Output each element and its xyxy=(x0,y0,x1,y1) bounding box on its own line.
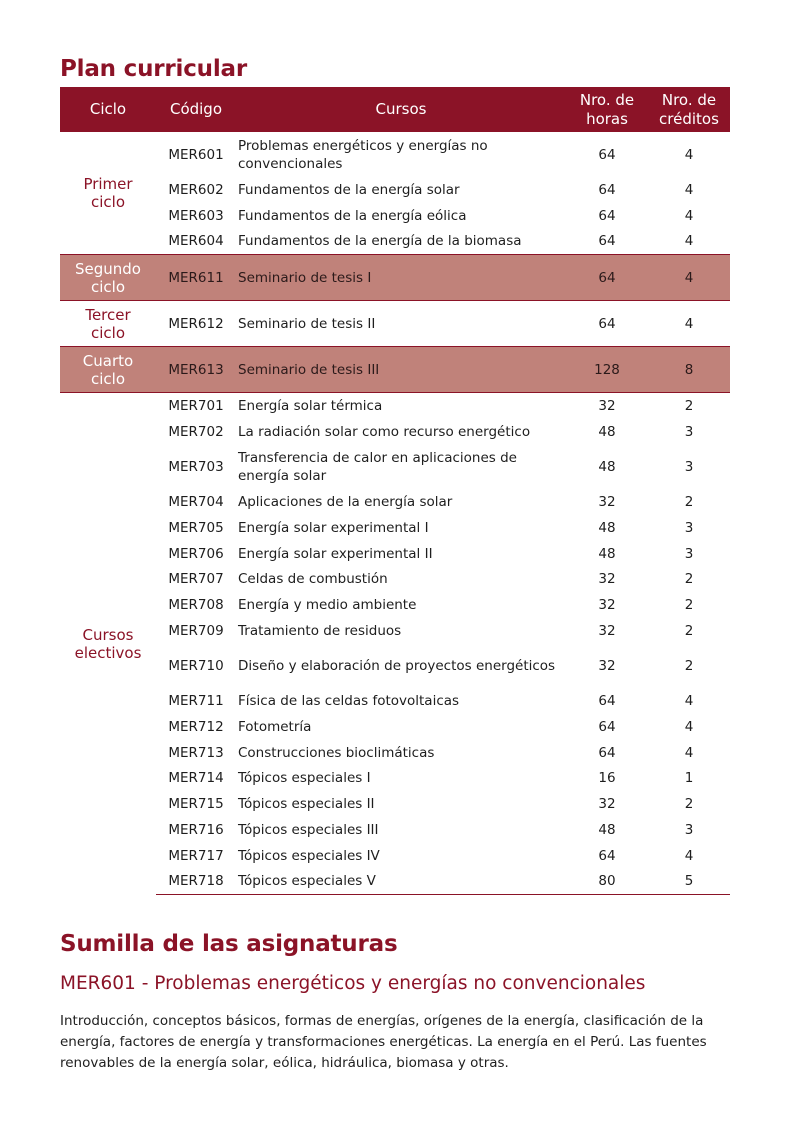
course-credits: 1 xyxy=(684,770,694,787)
header-ciclo: Ciclo xyxy=(60,87,156,132)
course-credits: 2 xyxy=(648,393,730,419)
course-name: Tópicos especiales II xyxy=(238,796,375,813)
course-hours: 64 xyxy=(598,233,616,250)
cycle-electivos xyxy=(60,393,156,895)
cycle-cuarto-label: Cuarto ciclo xyxy=(82,351,134,388)
course-hours: 64 xyxy=(566,301,648,347)
header-creditos xyxy=(648,87,730,132)
course-name: Aplicaciones de la energía solar xyxy=(238,494,453,511)
table-row xyxy=(60,567,730,593)
course-hours: 48 xyxy=(598,519,616,536)
course-hours: 32 xyxy=(598,494,616,511)
course-credits: 4 xyxy=(684,207,694,224)
course-name: Seminario de tesis II xyxy=(236,301,566,347)
course-hours: 32 xyxy=(598,658,616,675)
course-credits: 2 xyxy=(684,571,694,588)
course-name: Tópicos especiales V xyxy=(236,868,566,894)
course-credits: 3 xyxy=(684,458,694,475)
course-hours: 64 xyxy=(598,719,616,736)
cycle-segundo-label: Segundo ciclo xyxy=(75,259,141,296)
plan-title: Plan curricular xyxy=(60,56,247,82)
course-credits: 2 xyxy=(684,622,694,639)
course-credits: 3 xyxy=(684,423,694,440)
course-name: Fundamentos de la energía eólica xyxy=(238,207,467,224)
course-code: MER604 xyxy=(168,233,224,250)
table-row xyxy=(60,132,730,177)
course-code: MER702 xyxy=(168,423,224,440)
header-creditos-label: Nro. de créditos xyxy=(659,90,719,128)
course-hours: 48 xyxy=(598,458,616,475)
course-code: MER713 xyxy=(168,744,224,761)
cycle-cuarto xyxy=(60,347,156,393)
course-credits: 8 xyxy=(648,347,730,393)
table-row xyxy=(60,393,730,419)
course-hours: 64 xyxy=(598,693,616,710)
course-hours: 64 xyxy=(598,146,616,163)
table-row xyxy=(60,177,730,203)
course-credits: 4 xyxy=(684,181,694,198)
course-code: MER601 xyxy=(168,146,224,163)
course-name: Tópicos especiales III xyxy=(238,821,379,838)
course-credits: 3 xyxy=(684,519,694,536)
course-credits: 2 xyxy=(684,494,694,511)
course-code: MER602 xyxy=(168,181,224,198)
course-code: MER701 xyxy=(156,393,236,419)
table-row xyxy=(60,444,730,489)
course-code: MER613 xyxy=(156,347,236,393)
course-hours: 64 xyxy=(566,255,648,301)
course-credits: 4 xyxy=(684,693,694,710)
course-hours: 64 xyxy=(598,847,616,864)
course-credits: 4 xyxy=(684,233,694,250)
course-credits: 2 xyxy=(684,597,694,614)
course-code: MER709 xyxy=(168,622,224,639)
table-row xyxy=(60,489,730,515)
course-name: Energía y medio ambiente xyxy=(238,597,417,614)
cycle-electivos-label: Cursos electivos xyxy=(74,625,142,662)
course-hours: 80 xyxy=(566,868,648,894)
course-hours: 32 xyxy=(598,796,616,813)
course-name: Tratamiento de residuos xyxy=(238,622,402,639)
course-hours: 32 xyxy=(598,571,616,588)
table-row xyxy=(60,644,730,689)
course-name: Física de las celdas fotovoltaicas xyxy=(238,693,460,710)
course-name: Tópicos especiales I xyxy=(238,770,371,787)
course-hours: 48 xyxy=(598,423,616,440)
sumilla-title: Sumilla de las asignaturas xyxy=(60,931,398,957)
course-code: MER717 xyxy=(168,847,224,864)
course-name: Problemas energéticos y energías no convencionales xyxy=(238,137,488,172)
course-credits: 4 xyxy=(684,146,694,163)
course-name: Transferencia de calor en aplicaciones de energía solar xyxy=(238,449,517,484)
table-row xyxy=(60,843,730,869)
course-code: MER703 xyxy=(168,458,224,475)
table-row xyxy=(60,817,730,843)
course-credits: 3 xyxy=(684,821,694,838)
table-row xyxy=(60,419,730,445)
course-code: MER705 xyxy=(168,519,224,536)
course-name: Fotometría xyxy=(238,719,312,736)
table-row xyxy=(60,714,730,740)
course-name: Fundamentos de la energía solar xyxy=(238,181,460,198)
course-code: MER714 xyxy=(168,770,224,787)
table-row xyxy=(60,541,730,567)
course-code: MER612 xyxy=(156,301,236,347)
course-name: Energía solar experimental I xyxy=(238,519,429,536)
sumilla-subtitle: MER601 - Problemas energéticos y energías no convencionales xyxy=(60,973,646,994)
course-credits: 4 xyxy=(684,719,694,736)
course-code: MER711 xyxy=(168,693,224,710)
course-code: MER716 xyxy=(168,821,224,838)
course-code: MER710 xyxy=(168,658,224,675)
table-row xyxy=(60,689,730,715)
table-row xyxy=(60,592,730,618)
course-credits: 5 xyxy=(648,868,730,894)
cycle-tercer-label: Tercer ciclo xyxy=(85,305,131,342)
course-code: MER706 xyxy=(168,545,224,562)
course-name: Energía solar experimental II xyxy=(238,545,433,562)
table-row xyxy=(60,766,730,792)
course-hours: 48 xyxy=(598,821,616,838)
course-code: MER603 xyxy=(168,207,224,224)
header-cursos: Cursos xyxy=(236,87,566,132)
course-code: MER715 xyxy=(168,796,224,813)
course-credits: 4 xyxy=(684,847,694,864)
course-name: Celdas de combustión xyxy=(238,571,388,588)
course-code: MER611 xyxy=(156,255,236,301)
course-code: MER704 xyxy=(168,494,224,511)
course-hours: 48 xyxy=(598,545,616,562)
table-row xyxy=(60,347,730,393)
header-codigo: Código xyxy=(156,87,236,132)
course-code: MER707 xyxy=(168,571,224,588)
header-horas-label: Nro. de horas xyxy=(579,90,635,128)
course-credits: 2 xyxy=(684,796,694,813)
cycle-segundo xyxy=(60,255,156,301)
course-name: Seminario de tesis III xyxy=(236,347,566,393)
table-row xyxy=(60,255,730,301)
course-hours: 64 xyxy=(598,207,616,224)
cycle-primer xyxy=(60,132,156,255)
table-row xyxy=(60,740,730,766)
header-horas xyxy=(566,87,648,132)
course-name: Seminario de tesis I xyxy=(236,255,566,301)
course-credits: 4 xyxy=(684,744,694,761)
course-hours: 128 xyxy=(566,347,648,393)
table-row xyxy=(60,618,730,644)
course-name: Construcciones bioclimáticas xyxy=(238,744,435,761)
course-name: Diseño y elaboración de proyectos energéticos xyxy=(238,658,556,675)
table-row xyxy=(60,203,730,229)
table-row xyxy=(60,301,730,347)
table-row xyxy=(60,791,730,817)
table-row xyxy=(60,515,730,541)
course-credits: 2 xyxy=(684,658,694,675)
course-hours: 32 xyxy=(598,597,616,614)
course-name: Tópicos especiales IV xyxy=(238,847,380,864)
course-credits: 3 xyxy=(684,545,694,562)
course-hours: 32 xyxy=(598,622,616,639)
course-hours: 32 xyxy=(566,393,648,419)
table-row xyxy=(60,228,730,254)
course-name: La radiación solar como recurso energético xyxy=(238,423,531,440)
cycle-primer-label: Primer ciclo xyxy=(83,175,133,212)
curriculum-table xyxy=(60,87,730,895)
course-credits: 4 xyxy=(648,301,730,347)
course-credits: 4 xyxy=(648,255,730,301)
table-header-row xyxy=(60,87,730,132)
sumilla-paragraph: Introducción, conceptos básicos, formas de energías, orígenes de la energía, clasificación de la energía, factores de energía y transformaciones energéticas. La energía en el Perú. Las fuentes renovables de la energía solar, eólica, hidráulica, biomasa y otras. xyxy=(60,1013,707,1071)
course-code: MER708 xyxy=(168,597,224,614)
table-row xyxy=(60,868,730,894)
course-code: MER712 xyxy=(168,719,224,736)
cycle-tercer xyxy=(60,301,156,347)
course-hours: 64 xyxy=(598,744,616,761)
course-name: Energía solar térmica xyxy=(236,393,566,419)
course-name: Fundamentos de la energía de la biomasa xyxy=(238,233,522,250)
course-hours: 16 xyxy=(598,770,616,787)
course-code: MER718 xyxy=(156,868,236,894)
course-hours: 64 xyxy=(598,181,616,198)
